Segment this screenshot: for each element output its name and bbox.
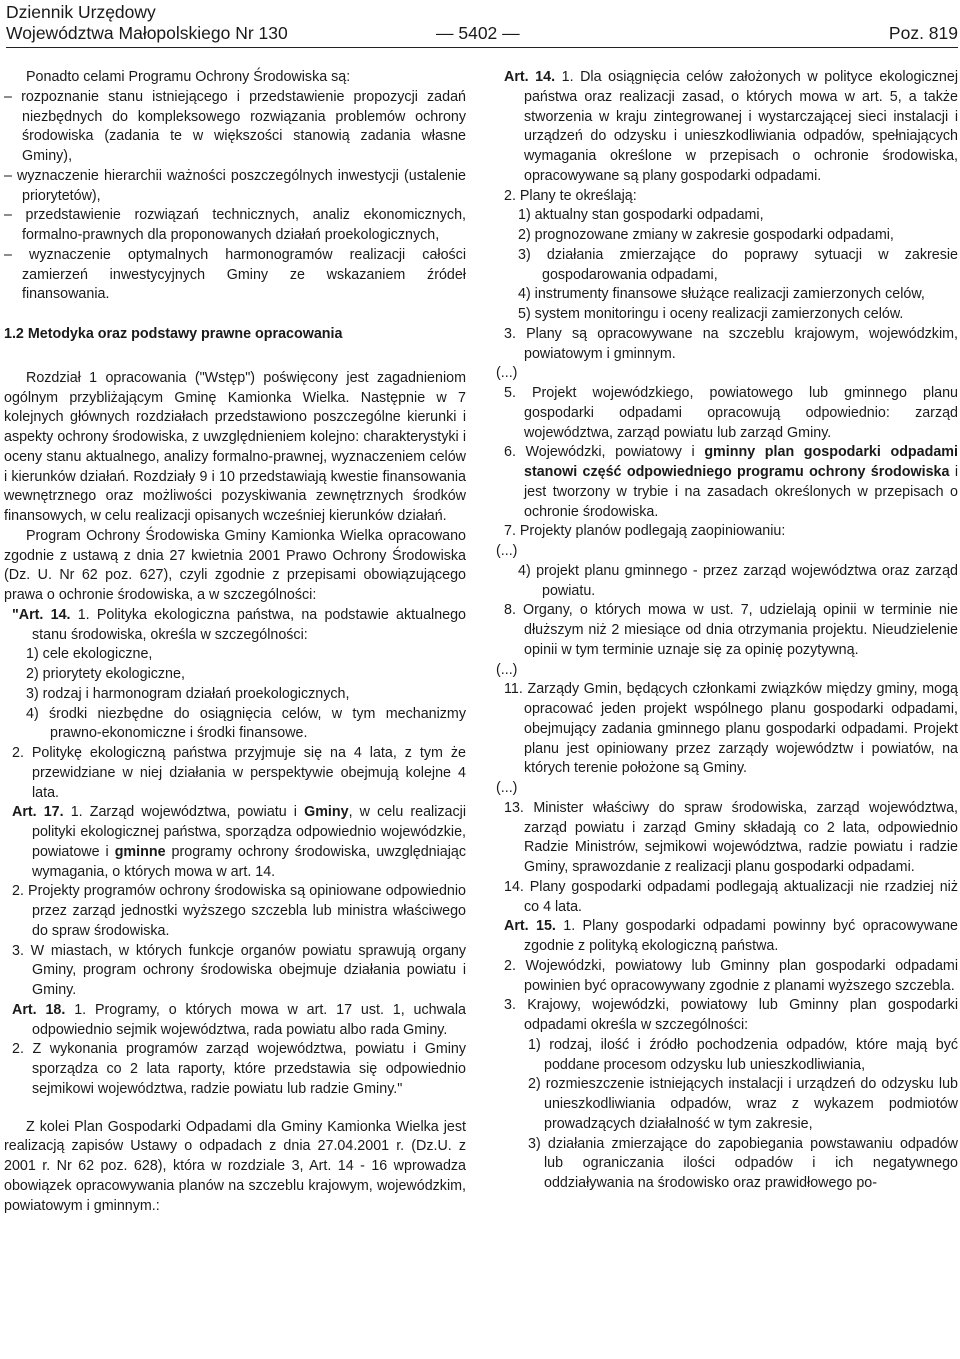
list-item: 3) działania zmierzające do zapobiegania powstawaniu odpadów lub ograniczania ilości odpadów i ich negatywnego oddziaływania na środowisko oraz prawidłowego po- — [528, 1135, 958, 1191]
article-paragraph: 3. Krajowy, wojewódzki, powiatowy lub Gminny plan gospodarki odpadami określa w szczególności: — [504, 997, 958, 1033]
article-label: Art. 17. — [12, 804, 64, 821]
list-item: 4) środki niezbędne do osiągnięcia celów, w tym mechanizmy prawno-ekonomiczne i środki finansowe. — [26, 705, 466, 742]
article-label: Art. 14. — [504, 69, 556, 85]
list-item: 5) system monitoringu i oceny realizacji zamierzonych celów. — [518, 306, 904, 322]
left-column — [4, 68, 466, 1216]
ellipsis: (...) — [496, 365, 518, 382]
list-item: 1) rodzaj, ilość i źródło pochodzenia odpadów, które mają być poddane procesom odzysku lub unieszkodliwiania, — [528, 1036, 958, 1073]
publication-title: Dziennik Urzędowy — [6, 2, 156, 22]
article-text: , w celu realizacji polityki ekologicznej państwa, sporządza odpowiednio wojewódzkie, powiatowe i — [32, 804, 467, 860]
article-text: 1. Zarząd województwa, powiatu i — [70, 804, 297, 821]
ellipsis: (...) — [496, 661, 518, 678]
article-paragraph — [496, 68, 958, 187]
article-text: 1. Programy, o których mowa w art. 17 ust. 1, uchwala odpowiednio sejmik województwa, rada powiatu albo rada Gminy. — [32, 1001, 467, 1038]
dash-item: – rozpoznanie stanu istniejącego i przedstawienie propozycji zadań niezbędnych do kompleksowego rozwiązania problemów ochrony środowiska (zadania te w większości stanowią zadania własne Gminy), — [4, 88, 466, 164]
article-paragraph: 8. Organy, o których mowa w ust. 7, udzielają opinii w terminie nie dłuższym niż 2 miesiące od dnia otrzymania projektu. Nieudzielenie opinii w tym terminie uznaje się za opinię pozytywną. — [504, 602, 958, 658]
publication-issue: Województwa Małopolskiego Nr 130 — [6, 23, 288, 43]
article-paragraph: 13. Minister właściwy do spraw środowiska, zarząd województwa, zarząd powiatu i zarząd Gminy składają co 2 lata, odpowiednio Radzie Ministrów, sejmikowi województwa, radzie powiatu i radzie Gminy, sprawozdanie z realizacji planu gospodarki odpadami. — [504, 799, 958, 875]
dash-item: – wyznaczenie hierarchii ważności poszczególnych inwestycji (ustalenie priorytetów), — [4, 167, 466, 204]
article-paragraph: 2. Projekty programów ochrony środowiska są opiniowane odpowiednio przez zarząd jednostki wyższego szczebla lub ministra właściwego do spraw środowiska. — [12, 883, 466, 939]
page-number: — 5402 — — [436, 23, 520, 43]
bold-term: Gminy — [304, 804, 349, 821]
article-paragraph: 14. Plany gospodarki odpadami podlegają aktualizacji nie rzadziej niż co 4 lata. — [504, 878, 958, 915]
bold-term: gminny plan gospodarki odpadami stanowi część odpowiedniego programu ochrony środowiska — [524, 444, 958, 480]
article-paragraph: 7. Projekty planów podlegają zaopiniowaniu: — [504, 523, 786, 540]
list-item: 2) priorytety ekologiczne, — [26, 666, 185, 682]
article-label: Art. 15. — [504, 918, 556, 935]
article-paragraph — [4, 803, 466, 882]
article-paragraph: 2. Politykę ekologiczną państwa przyjmuje się na 4 lata, z tym że przewidziane w niej działania w perspektywie obejmują kolejne 4 lata. — [12, 745, 466, 801]
article-text: programy ochrony środowiska, uwzględniając wymagania, o których mowa w art. 14. — [32, 843, 466, 880]
article-paragraph: 3. W miastach, w których funkcje organów powiatu sprawują organy Gminy, program ochrony środowiska obejmuje działania powiatu i Gminy. — [12, 942, 466, 998]
ellipsis: (...) — [496, 543, 518, 559]
page-header — [6, 2, 958, 48]
article-label: Art. 18. — [12, 1001, 66, 1018]
article-text: 1. Plany gospodarki odpadami powinny być opracowywane zgodnie z polityką ekologiczną państwa. — [524, 918, 958, 954]
article-text: i jest tworzony w trybie i na zasadach określonych w przepisach o ochronie środowiska. — [524, 464, 958, 520]
article-text: 1. Polityka ekologiczna państwa, na podstawie aktualnego stanu środowiska, określa w szczególności: — [32, 606, 467, 643]
dash-item: – przedstawienie rozwiązań technicznych, analiz ekonomicznych, formalno-prawnych dla proponowanych działań proekologicznych, — [4, 207, 466, 243]
right-column — [496, 68, 958, 1194]
paragraph: Ponadto celami Programu Ochrony Środowiska są: — [26, 69, 351, 85]
article-paragraph — [496, 443, 958, 522]
paragraph: Z kolei Plan Gospodarki Odpadami dla Gminy Kamionka Wielka jest realizacją zapisów Ustawy o odpadach z dnia 27.04.2001 r. (Dz.U. z 2001 r. Nr 62 poz. 628), która w rozdziale 3, Art. 14 - 16 wprowadza obowiązek opracowywania planów na szczeblu krajowym, wojewódzkim, powiatowym i gminnym.: — [4, 1118, 466, 1214]
position-number: Poz. 819 — [888, 23, 958, 43]
dash-item: – wyznaczenie optymalnych harmonogramów realizacji całości zamierzeń inwestycyjnych Gminy ze wskazaniem źródeł finansowania. — [4, 246, 466, 303]
paragraph: Rozdział 1 opracowania ("Wstęp") poświęcony jest zagadnieniom ogólnym przybliżającym Gminę Kamionka Wielka. Następnie w 7 kolejnych głównych rozdziałach przedstawiono poszczególne kierunki i aspekty ochrony środowiska, z uwzględnieniem kolejno: charakterystyki i oceny stanu aktualnego, analizy formalno-prawnej, wyznaczeniem celów i kierunków działań. Rozdziały 9 i 10 przedstawiają kwestie finansowania wewnętrznego oraz możliwości pozyskiwania zewnętrznych środków finansowych, w celu realizacji opisanych wcześniej kierunków działań. — [4, 369, 466, 524]
article-label: "Art. 14. — [12, 606, 71, 623]
bold-term: gminne — [114, 843, 166, 860]
paragraph: Program Ochrony Środowiska Gminy Kamionka Wielka opracowano zgodnie z ustawą z dnia 27 kwietnia 2001 Prawo Ochrony Środowiska (Dz. U. Nr 62 poz. 627), czyli zgodnie z przepisami obowiązującego prawa o ochronie środowiska, a w szczególności: — [4, 527, 466, 603]
list-item: 1) aktualny stan gospodarki odpadami, — [518, 207, 764, 224]
article-paragraph — [496, 917, 958, 957]
article-text: 6. Wojewódzki, powiatowy i — [504, 444, 695, 461]
article-paragraph: 2. Z wykonania programów zarząd województwa, powiatu i Gminy sporządza co 2 lata raporty, które przedstawia się odpowiednio sejmikowi województwa, radzie powiatu lub radzie Gminy." — [12, 1041, 466, 1097]
list-item: 3) rodzaj i harmonogram działań proekologicznych, — [26, 685, 350, 702]
list-item: 4) instrumenty finansowe służące realizacji zamierzonych celów, — [518, 286, 925, 303]
list-item: 4) projekt planu gminnego - przez zarząd województwa oraz zarząd powiatu. — [518, 562, 958, 599]
article-paragraph: 5. Projekt wojewódzkiego, powiatowego lub gminnego planu gospodarki odpadami opracowują odpowiednio: zarząd województwa, zarząd powiatu lub zarząd Gminy. — [504, 385, 958, 441]
article-paragraph: 2. Wojewódzki, powiatowy lub Gminny plan gospodarki odpadami powinien być opracowywany zgodnie z planami wyższego szczebla. — [504, 957, 958, 994]
article-paragraph: 3. Plany są opracowywane na szczeblu krajowym, wojewódzkim, powiatowym i gminnym. — [504, 325, 958, 362]
article-paragraph — [4, 606, 466, 646]
section-heading: 1.2 Metodyka oraz podstawy prawne opracowania — [4, 326, 343, 342]
article-paragraph: 2. Plany te określają: — [504, 187, 637, 204]
list-item: 2) prognozowane zmiany w zakresie gospodarki odpadami, — [518, 227, 894, 243]
article-text: 1. Dla osiągnięcia celów założonych w polityce ekologicznej państwa oraz realizacji zasad, o których mowa w art. 5, a także stworzenia w kraju zintegrowanej i wystarczającej sieci instalacji i urządzeń do odzysku i unieszkodliwiania odpadów, spełniających wymagania określone w przepisach o ochronie środowiska, opracowywane są plany gospodarki odpadami. — [524, 69, 958, 184]
list-item: 2) rozmieszczenie istniejących instalacji i urządzeń do odzysku lub unieszkodliwiania odpadów, wraz z wykazem podmiotów prowadzących działalność w tym zakresie, — [528, 1076, 958, 1132]
article-paragraph — [4, 1001, 466, 1041]
list-item: 1) cele ekologiczne, — [26, 646, 153, 663]
article-paragraph: 11. Zarządy Gmin, będących członkami związków między gminy, mogą opracować jeden projekt wspólnego planu gospodarki odpadami, obejmujący zadania gminnego planu gospodarki odpadami. Projekt planu jest opiniowany przez zarządy województw i powiatów, na których terenie położone są Gminy. — [504, 681, 958, 777]
list-item: 3) działania zmierzające do poprawy sytuacji w zakresie gospodarowania odpadami, — [518, 246, 958, 283]
header-rule — [6, 47, 958, 48]
ellipsis: (...) — [496, 780, 518, 796]
